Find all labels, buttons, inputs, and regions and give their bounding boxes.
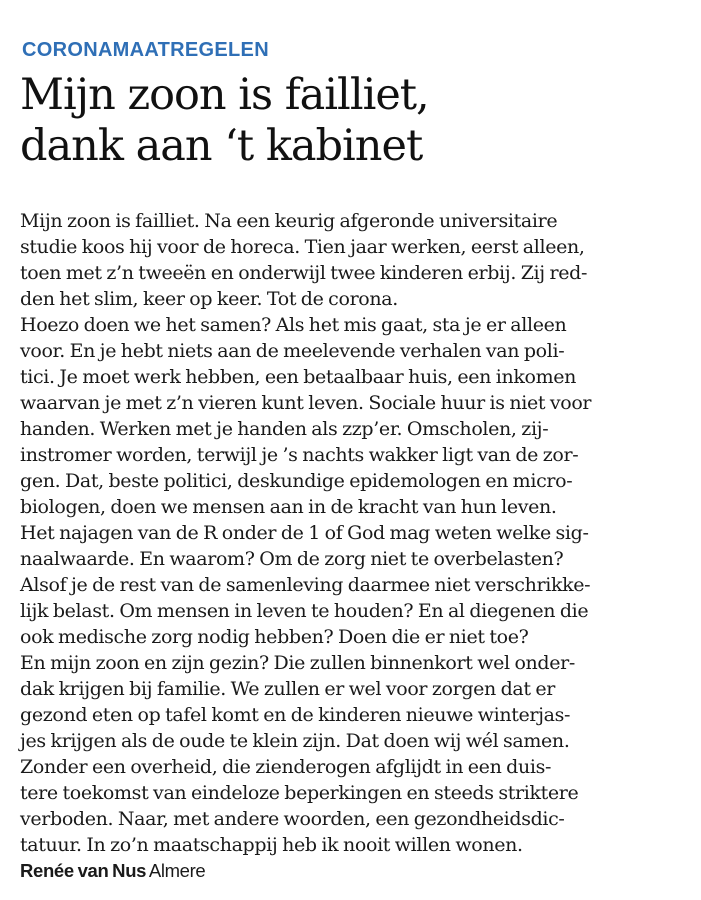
body-line: studie koos hij voor de horeca. Tien jaar werken, eerst alleen, (20, 236, 585, 258)
body-line: verboden. Naar, met andere woorden, een gezondheidsdic- (20, 808, 565, 830)
byline (20, 858, 688, 884)
headline-line: Mijn zoon is failliet, (20, 70, 429, 120)
section-kicker: CORONAMAATREGELEN (22, 39, 269, 61)
body-line: Mijn zoon is failliet. Na een keurig afgeronde universitaire (20, 210, 558, 232)
body-line: jes krijgen als de oude te klein zijn. Dat doen wij wél samen. (20, 730, 570, 752)
body-line: voor. En je hebt niets aan de meelevende verhalen van poli- (20, 340, 565, 362)
body-line: dak krijgen bij familie. We zullen er wel voor zorgen dat er (20, 678, 556, 700)
body-line: tici. Je moet werk hebben, een betaalbaar huis, een inkomen (20, 366, 577, 388)
body-line: Hoezo doen we het samen? Als het mis gaat, sta je er alleen (20, 314, 567, 336)
body-line: ook medische zorg nodig hebben? Doen die er niet toe? (20, 626, 529, 648)
article (20, 36, 688, 884)
author-name: Renée van Nus (20, 860, 147, 881)
body-line: Alsof je de rest van de samenleving daarmee niet verschrikke- (20, 574, 591, 596)
body-line: gezond eten op tafel komt en de kinderen nieuwe winterjas- (20, 704, 571, 726)
body-line: toen met z’n tweeën en onderwijl twee kinderen erbij. Zij red- (20, 262, 588, 284)
article-body (20, 208, 688, 884)
body-line: biologen, doen we mensen aan in de kracht van hun leven. (20, 496, 557, 518)
headline-line: dank aan ‘t kabinet (20, 121, 423, 171)
body-line: tatuur. In zo’n maatschappij heb ik nooit willen wonen. (20, 834, 523, 856)
body-line: lijk belast. Om mensen in leven te houden? En al diegenen die (20, 600, 589, 622)
body-line: waarvan je met z’n vieren kunt leven. Sociale huur is niet voor (20, 392, 592, 414)
body-line: En mijn zoon en zijn gezin? Die zullen binnenkort wel onder- (20, 652, 575, 674)
headline (20, 70, 688, 172)
body-line: naalwaarde. En waarom? Om de zorg niet te overbelasten? (20, 548, 564, 570)
body-line: gen. Dat, beste politici, deskundige epidemologen en micro- (20, 470, 573, 492)
body-line: Zonder een overheid, die zienderogen afglijdt in een duis- (20, 756, 552, 778)
body-line: den het slim, keer op keer. Tot de corona. (20, 288, 398, 310)
body-line: tere toekomst van eindeloze beperkingen en steeds striktere (20, 782, 579, 804)
body-line: handen. Werken met je handen als zzp’er. Omscholen, zij- (20, 418, 549, 440)
body-line: Het najagen van de R onder de 1 of God mag weten welke sig- (20, 522, 589, 544)
body-line: instromer worden, terwijl je ’s nachts wakker ligt van de zor- (20, 444, 579, 466)
author-place: Almere (148, 860, 206, 881)
